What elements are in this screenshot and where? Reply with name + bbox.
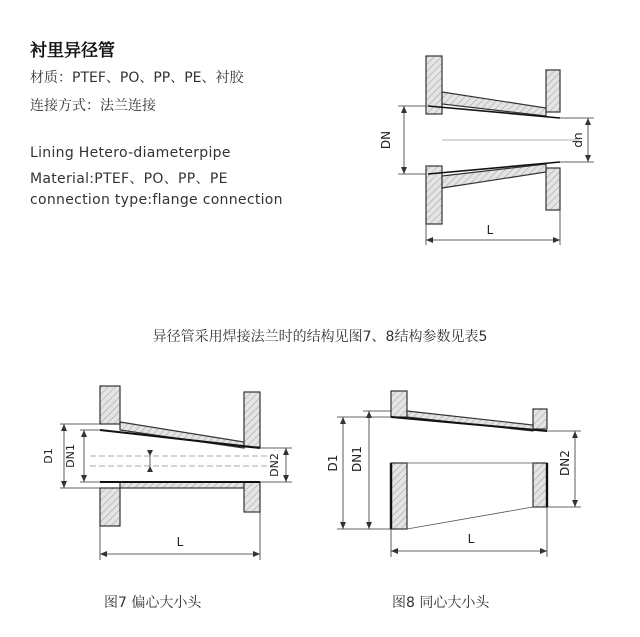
dn-small-label: dn <box>571 132 585 148</box>
dn-label: DN <box>379 130 393 150</box>
fig7-d1-label: D1 <box>42 448 55 464</box>
material-cn: 材质：PTEF、PO、PP、PE、衬胶 <box>30 70 244 86</box>
connection-cn: 连接方式：法兰连接 <box>30 98 156 114</box>
fig8-concentric-reducer <box>325 385 605 575</box>
right-flange-top <box>546 70 560 112</box>
fig8-l-label: L <box>467 532 475 546</box>
page-title: 衬里异径管 <box>30 41 115 61</box>
fig8-d1-label: D1 <box>326 454 340 472</box>
structure-note: 异径管采用焊接法兰时的结构见图7、8结构参数见表5 <box>152 329 488 345</box>
fig8-dn2-label: DN2 <box>558 450 572 476</box>
fig7-dn1-label: DN1 <box>64 444 77 468</box>
fig7-eccentric-reducer <box>30 380 300 575</box>
fig7-caption: 图7 偏心大小头 <box>104 595 202 611</box>
fig7-l-label: L <box>176 535 184 549</box>
connection-en: connection type:flange connection <box>30 192 283 208</box>
fig8-dn1-label: DN1 <box>350 446 364 472</box>
fig8-caption: 图8 同心大小头 <box>392 595 490 611</box>
fig7-dn2-label: DN2 <box>268 453 281 477</box>
title-en: Lining Hetero-diameterpipe <box>30 145 231 161</box>
right-flange-bottom <box>546 168 560 210</box>
reducer-diagram <box>380 40 610 260</box>
l-label: L <box>486 223 494 237</box>
material-en: Material:PTEF、PO、PP、PE <box>30 171 228 187</box>
